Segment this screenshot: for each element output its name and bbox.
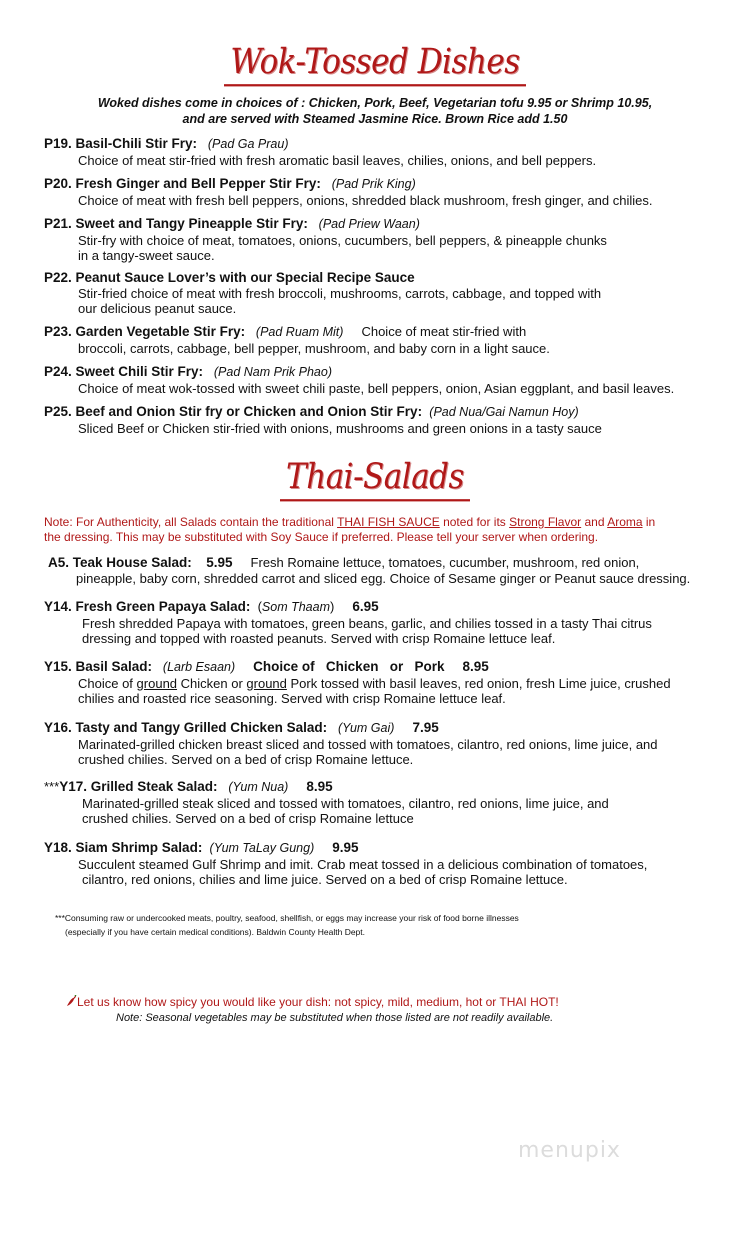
wok-intro: [30, 95, 720, 127]
item-description: chilies and roasted rice seasoning. Served with crisp Romaine lettuce leaf.: [78, 691, 506, 706]
item-name: Y16. Tasty and Tangy Grilled Chicken Salad:: [44, 720, 328, 735]
item-description: Marinated-grilled steak sliced and tossed with tomatoes, cilantro, red onions, lime juice, and: [82, 795, 609, 811]
item-name: P22. Peanut Sauce Lover’s with our Special Recipe Sauce: [44, 270, 415, 285]
item-price: 7.95: [412, 720, 439, 735]
item-description-inline: Fresh Romaine lettuce, tomatoes, cucumber, mushroom, red onion,: [250, 555, 640, 570]
item-description-underlined: ground: [136, 675, 178, 691]
fish-sauce-note: [44, 515, 724, 545]
item-price: 5.95: [206, 555, 233, 570]
item-description: in a tangy-sweet sauce.: [78, 248, 215, 263]
item-name: Y15. Basil Salad:: [44, 659, 153, 674]
wok-section-title: Wok-Tossed Dishes: [0, 44, 750, 84]
item-thai-name: (Pad Ga Prau): [207, 137, 289, 151]
item-description: Pork tossed with basil leaves, red onion, fresh Lime juice, crushed: [286, 675, 671, 691]
note-underlined: Strong Flavor: [509, 515, 582, 529]
item-price: 8.95: [462, 659, 489, 674]
item-description: our delicious peanut sauce.: [78, 301, 237, 316]
menu-item-p25: [44, 404, 734, 436]
note-underlined: THAI FISH SAUCE: [337, 515, 440, 529]
item-description: Choice of meat with fresh bell peppers, onions, shredded black mushroom, fresh ginger, and chilies.: [78, 192, 653, 208]
note-text: the dressing. This may be substituted with Soy Sauce if preferred. Please tell your server when ordering.: [44, 530, 599, 544]
item-description: Sliced Beef or Chicken stir-fried with onions, mushrooms and green onions in a tasty sauce: [78, 420, 602, 436]
item-thai-name: (Larb Esaan): [162, 660, 236, 674]
item-thai-name: (Pad Nua/Gai Namun Hoy): [429, 405, 579, 419]
menu-item-a5: [48, 555, 738, 586]
note-text: Note: For Authenticity, all Salads contain the traditional: [44, 515, 338, 529]
item-thai-name: (Pad Ruam Mit): [255, 325, 344, 339]
item-thai-name: Som Thaam: [261, 600, 331, 614]
menu-item-y17: [44, 779, 734, 827]
menu-item-p20: [44, 176, 734, 208]
item-price: 8.95: [306, 779, 333, 794]
item-thai-name: (Yum Gai): [337, 721, 395, 735]
wok-intro-line1: Woked dishes come in choices of : Chicken, Pork, Beef, Vegetarian tofu 9.95 or Shrimp 10.95,: [97, 96, 653, 110]
health-footnote: [55, 911, 655, 939]
note-underlined: Aroma: [607, 515, 643, 529]
item-description: crushed chilies. Served on a bed of crisp Romaine lettuce: [82, 811, 414, 826]
item-thai-name: (Pad Prik King): [331, 177, 416, 191]
item-name: P23. Garden Vegetable Stir Fry:: [44, 324, 246, 339]
item-description: Fresh shredded Papaya with tomatoes, green beans, garlic, and chilies tossed in a tasty Thai citrus: [82, 615, 652, 631]
item-name: Y14. Fresh Green Papaya Salad:: [44, 599, 251, 614]
item-name: P25. Beef and Onion Stir fry or Chicken and Onion Stir Fry:: [44, 404, 423, 419]
item-description: Choice of meat stir-fried with fresh aromatic basil leaves, chilies, onions, and bell peppers.: [78, 152, 597, 168]
item-description: Marinated-grilled chicken breast sliced and tossed with tomatoes, cilantro, red onions, lime juice, and: [78, 736, 658, 752]
chili-pepper-icon: [66, 995, 77, 1007]
watermark-logo: menupix: [518, 1138, 621, 1163]
spicy-note-text: Let us know how spicy you would like your dish: not spicy, mild, medium, hot or THAI HOT!: [77, 995, 559, 1009]
menu-item-p24: [44, 364, 734, 396]
item-name: Y17. Grilled Steak Salad:: [59, 779, 218, 794]
item-thai-name: (Pad Priew Waan): [318, 217, 420, 231]
note-text: in: [642, 515, 656, 529]
item-description-inline: Choice of meat stir-fried with: [361, 324, 527, 339]
item-thai-name: (Pad Nam Prik Phao): [213, 365, 332, 379]
item-thai-name: (Yum Nua): [228, 780, 289, 794]
item-prefix: ***: [44, 779, 60, 794]
item-description: pineapple, baby corn, shredded carrot and sliced egg. Choice of Sesame ginger or Peanut sauce dressing.: [76, 570, 691, 586]
item-description: crushed chilies. Served on a bed of crisp Romaine lettuce.: [78, 752, 414, 767]
menu-item-p19: [44, 136, 734, 168]
item-name: P20. Fresh Ginger and Bell Pepper Stir Fry:: [44, 176, 321, 191]
note-text: noted for its: [439, 515, 510, 529]
item-price: 6.95: [352, 599, 379, 614]
item-description: Chicken or: [177, 675, 247, 691]
seasonal-note: Note: Seasonal vegetables may be substituted when those listed are not readily available.: [116, 1012, 554, 1024]
item-thai-name: (Yum TaLay Gung): [209, 841, 315, 855]
wok-intro-line2: and are served with Steamed Jasmine Rice. Brown Rice add 1.50: [182, 112, 568, 126]
menu-item-y14: Y14. Fresh Green Papaya Salad: (Som Thaam) 6.95 Fresh shredded Papaya with tomatoes, green beans, garlic, and chilies tossed in a tasty Thai citrus dressing and topped with roasted peanuts. Served with crisp Romaine lettuce leaf.: [44, 599, 734, 647]
menu-item-y18: [44, 840, 734, 888]
item-description: Succulent steamed Gulf Shrimp and imit. Crab meat tossed in a delicious combination of tomatoes,: [78, 856, 648, 872]
item-description: Stir-fried choice of meat with fresh broccoli, mushrooms, carrots, cabbage, and topped with: [78, 285, 602, 301]
menu-item-p23: [44, 324, 734, 356]
item-description: broccoli, carrots, cabbage, bell pepper, mushroom, and baby corn in a light sauce.: [78, 340, 550, 356]
item-name: A5. Teak House Salad:: [48, 555, 192, 570]
item-price: 9.95: [332, 840, 359, 855]
menu-item-p21: [44, 216, 734, 264]
menu-item-y16: [44, 720, 734, 768]
item-name: Y18. Siam Shrimp Salad:: [44, 840, 203, 855]
footnote-line: (especially if you have certain medical conditions). Baldwin County Health Dept.: [65, 927, 366, 937]
item-choice: Choice of Chicken or Pork: [253, 659, 445, 674]
footnote-line: ***Consuming raw or undercooked meats, poultry, seafood, shellfish, or eggs may increase your risk of food borne illnesses: [55, 913, 519, 923]
item-description: Choice of meat wok-tossed with sweet chili paste, bell peppers, onion, Asian eggplant, and basil leaves.: [78, 380, 675, 396]
menu-item-y15: [44, 659, 734, 707]
item-description: Choice of: [78, 675, 137, 691]
spicy-note: [66, 994, 706, 1010]
item-description: dressing and topped with roasted peanuts. Served with crisp Romaine lettuce leaf.: [82, 631, 556, 646]
item-description: Stir-fry with choice of meat, tomatoes, onions, cucumbers, bell peppers, & pineapple chunks: [78, 232, 607, 248]
note-text: and: [581, 515, 608, 529]
item-name: P21. Sweet and Tangy Pineapple Stir Fry:: [44, 216, 308, 231]
item-name: P24. Sweet Chili Stir Fry:: [44, 364, 204, 379]
salads-section-title: Thai-Salads: [0, 459, 750, 499]
item-description: cilantro, red onions, chilies and lime juice. Served on a bed of crisp Romaine lettuce.: [82, 872, 568, 887]
menu-item-p22: [44, 270, 734, 317]
item-description-underlined: ground: [246, 675, 287, 691]
item-name: P19. Basil-Chili Stir Fry:: [44, 136, 198, 151]
